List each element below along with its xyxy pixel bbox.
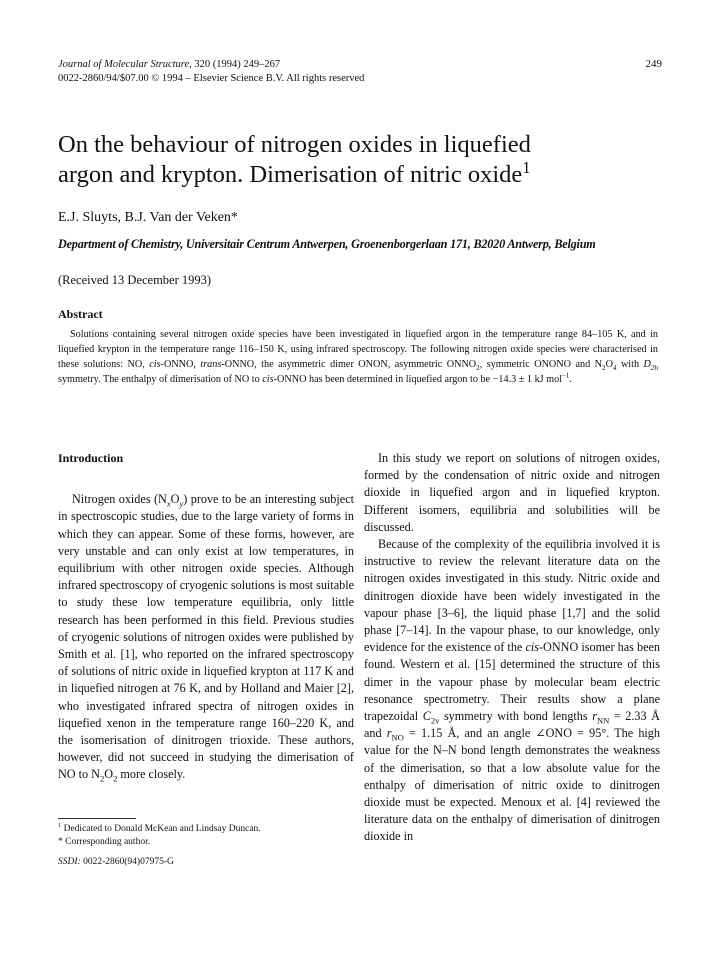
received-date: (Received 13 December 1993) (58, 273, 212, 287)
intro-paragraph-2: In this study we report on solutions of nitrogen oxides, formed by the condensation of nitric oxide and nitrogen dioxide in liquefied argon and in liquefied krypton. Different isomers, equilibria and solubilities will be discussed. (364, 451, 660, 534)
journal-name: Journal of Molecular Structure (58, 59, 190, 70)
footnote-corresponding: * Corresponding author. (58, 837, 151, 847)
affiliation: Department of Chemistry, Universitair Centrum Antwerpen, Groenenborgerlaan 171, B2020 Antwerp, Belgium (58, 237, 596, 251)
abstract-text: Solutions containing several nitrogen oxide species have been investigated in liquefied argon in the temperature range 84–105 K, and in liquefied krypton in the temperature range 116–150 K, using infrared spectroscopy. The following nitrogen oxide species were characterised in these solutions: NO, cis-ONNO, trans-ONNO, the asymmetric dimer ONON, asymmetric $ONNO_2$, symmetric ONONO and $N_2O_4$ with $D_{2h}$ symmetry. The enthalpy of dimerisation of NO to cis-ONNO has been determined in liquefied argon to be −14.3 ± 1 kJ mol$^{-1}$. (58, 329, 659, 385)
footnote-rule (58, 818, 136, 819)
intro-paragraph-3: Because of the complexity of the equilibria involved it is instructive to review the relevant literature data on the nitrogen oxides investigated in this study. Nitric oxide and dinitrogen dioxide have been widely investigated in the vapour phase [3–6], the liquid phase [1,7] and the solid phase [7–14]. In the vapour phase, to our knowledge, only evidence for the existence of the cis-ONNO isomer has been found. Western et al. [15] determined the structure of this dimer in the vapour phase by molecular beam electric resonance spectrometry. Their results show a plane trapezoidal $C_{2v}$ symmetry with bond lengths $r_{NN} = 2.33$ Å and $r_{NO} = 1.15$ Å, and an angle ∠ONO = 95°. The high value for the N–N bond length demonstrates the weakness of the dimerisation, so that a low absolute value for the enthalpy of dimerisation of nitric oxide to dinitrogen dioxide must be expected. Menoux et al. [4] reviewed the literature data on the enthalpy of dimerisation of dinitrogen dioxide in (364, 537, 660, 844)
footnote-1-mark: 1 (58, 821, 62, 829)
footnote-1: Dedicated to Donald McKean and Lindsay Duncan. (61, 824, 261, 834)
introduction-heading: Introduction (58, 451, 124, 465)
journal-header (58, 58, 364, 86)
author-list: E.J. Sluyts, B.J. Van der Veken* (58, 210, 238, 225)
page-number: 249 (645, 58, 662, 70)
right-column (364, 450, 660, 846)
left-column (58, 450, 354, 784)
copyright-line: 0022-2860/94/$07.00 © 1994 – Elsevier Science B.V. All rights reserved (58, 73, 365, 84)
abstract-heading: Abstract (58, 307, 103, 321)
footnotes (58, 818, 354, 849)
title-footnote-mark: 1 (522, 157, 531, 177)
journal-citation: , 320 (1994) 249–267 (189, 59, 281, 70)
ssdi-code: SSDI: 0022-2860(94)07975-G (58, 857, 174, 867)
title-line-1: On the behaviour of nitrogen oxides in liquefied (58, 131, 531, 158)
title-line-2: argon and krypton. Dimerisation of nitric oxide (58, 161, 523, 188)
intro-paragraph-1: Nitrogen oxides $(N_xO_y)$ prove to be an interesting subject in spectroscopic studies, due to the large variety of forms in which they can appear. Some of these forms, however, are very unstable and can only exist at low temperatures, in equilibrium with other nitrogen oxide species. Although infrared spectroscopy of cryogenic solutions is most suitable to study these low temperature equilibria, only little research has been performed in this field. Previous studies of cryogenic solutions of nitrogen oxides were published by Smith et al. [1], who reported on the infrared spectroscopy of solutions of nitric oxide in liquefied krypton at 117 K and in liquefied nitrogen at 76 K, and by Holland and Maier [2], who investigated infrared spectra of nitrogen oxides in liquefied xenon in the temperature range 160–220 K, and the isomerisation of dinitrogen trioxide. These authors, however, did not succeed in studying the dimerisation of NO to $N_2O_2$ more closely. (58, 492, 354, 784)
article-title (58, 130, 668, 190)
